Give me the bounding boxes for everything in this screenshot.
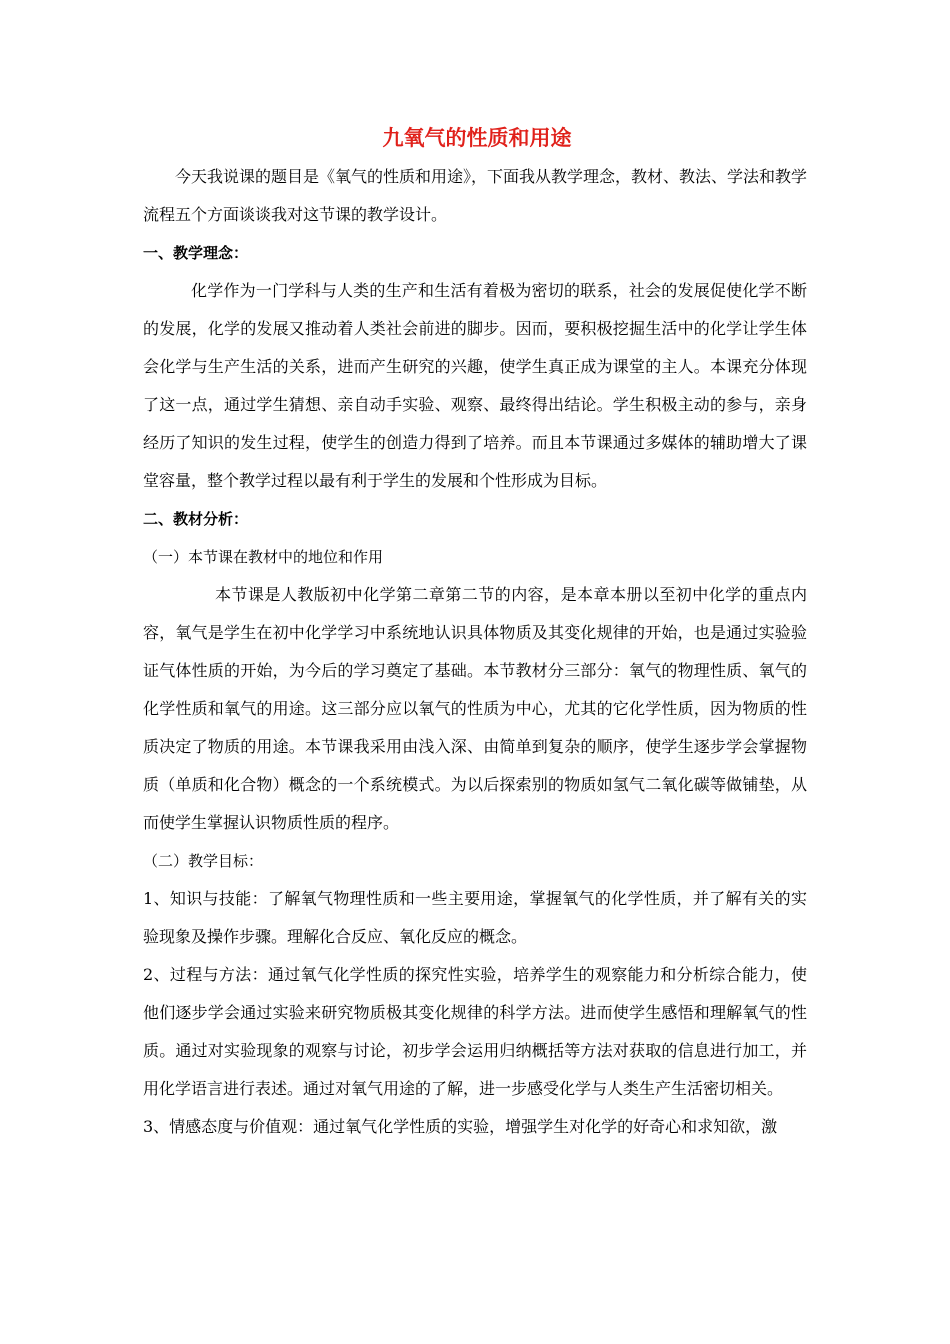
subsection-heading-goals: （二）教学目标： [143,852,264,870]
document-title: 九氧气的性质和用途 [382,126,572,150]
section-heading-textbook-analysis: 二、教材分析： [143,510,249,528]
goal-process-methods: 2、过程与方法：通过氧气化学性质的探究性实验，培养学生的观察能力和分析综合能力，使他们逐步学会通过实验来研究物质极其变化规律的科学方法。进而使学生感悟和理解氧气的性质。通过对实验现象的观察与讨论，初步学会运用归纳概括等方法对获取的信息进行加工，并用化学语言进行表述。通过对氧气用途的了解，进一步感受化学与人类生产生活密切相关。 [143,965,807,1098]
position-paragraph: 本节课是人教版初中化学第二章第二节的内容，是本章本册以至初中化学的重点内容，氧气是学生在初中化学学习中系统地认识具体物质及其变化规律的开始，也是通过实验验证气体性质的开始，为今后的学习奠定了基础。本节教材分三部分：氧气的物理性质、氧气的化学性质和氧气的用途。这三部分应以氧气的性质为中心，尤其的它化学性质，因为物质的性质决定了物质的用途。本节课我采用由浅入深、由简单到复杂的顺序，使学生逐步学会掌握物质（单质和化合物）概念的一个系统模式。为以后探索别的物质如氢气二氧化碳等做铺垫，从而使学生掌握认识物质性质的程序。 [143,585,807,832]
goal-knowledge-skills: 1、知识与技能：了解氧气物理性质和一些主要用途，掌握氧气的化学性质，并了解有关的实验现象及操作步骤。理解化合反应、氧化反应的概念。 [143,889,807,946]
teaching-philosophy-paragraph: 化学作为一门学科与人类的生产和生活有着极为密切的联系，社会的发展促使化学不断的发展，化学的发展又推动着人类社会前进的脚步。因而，要积极挖掘生活中的化学让学生体会化学与生产生活的关系，进而产生研究的兴趣，使学生真正成为课堂的主人。本课充分体现了这一点，通过学生猜想、亲自动手实验、观察、最终得出结论。学生积极主动的参与，亲身经历了知识的发生过程，使学生的创造力得到了培养。而且本节课通过多媒体的辅助增大了课堂容量，整个教学过程以最有利于学生的发展和个性形成为目标。 [143,281,807,490]
intro-paragraph: 今天我说课的题目是《氧气的性质和用途》，下面我从教学理念，教材、教法、学法和教学流程五个方面谈谈我对这节课的教学设计。 [143,167,808,224]
goal-attitude-values: 3、情感态度与价值观：通过氧气化学性质的实验，增强学生对化学的好奇心和求知欲，激 [143,1117,778,1136]
section-heading-teaching-philosophy: 一、教学理念： [143,244,249,262]
document-page [143,118,807,1146]
subsection-heading-position: （一）本节课在教材中的地位和作用 [143,548,384,566]
